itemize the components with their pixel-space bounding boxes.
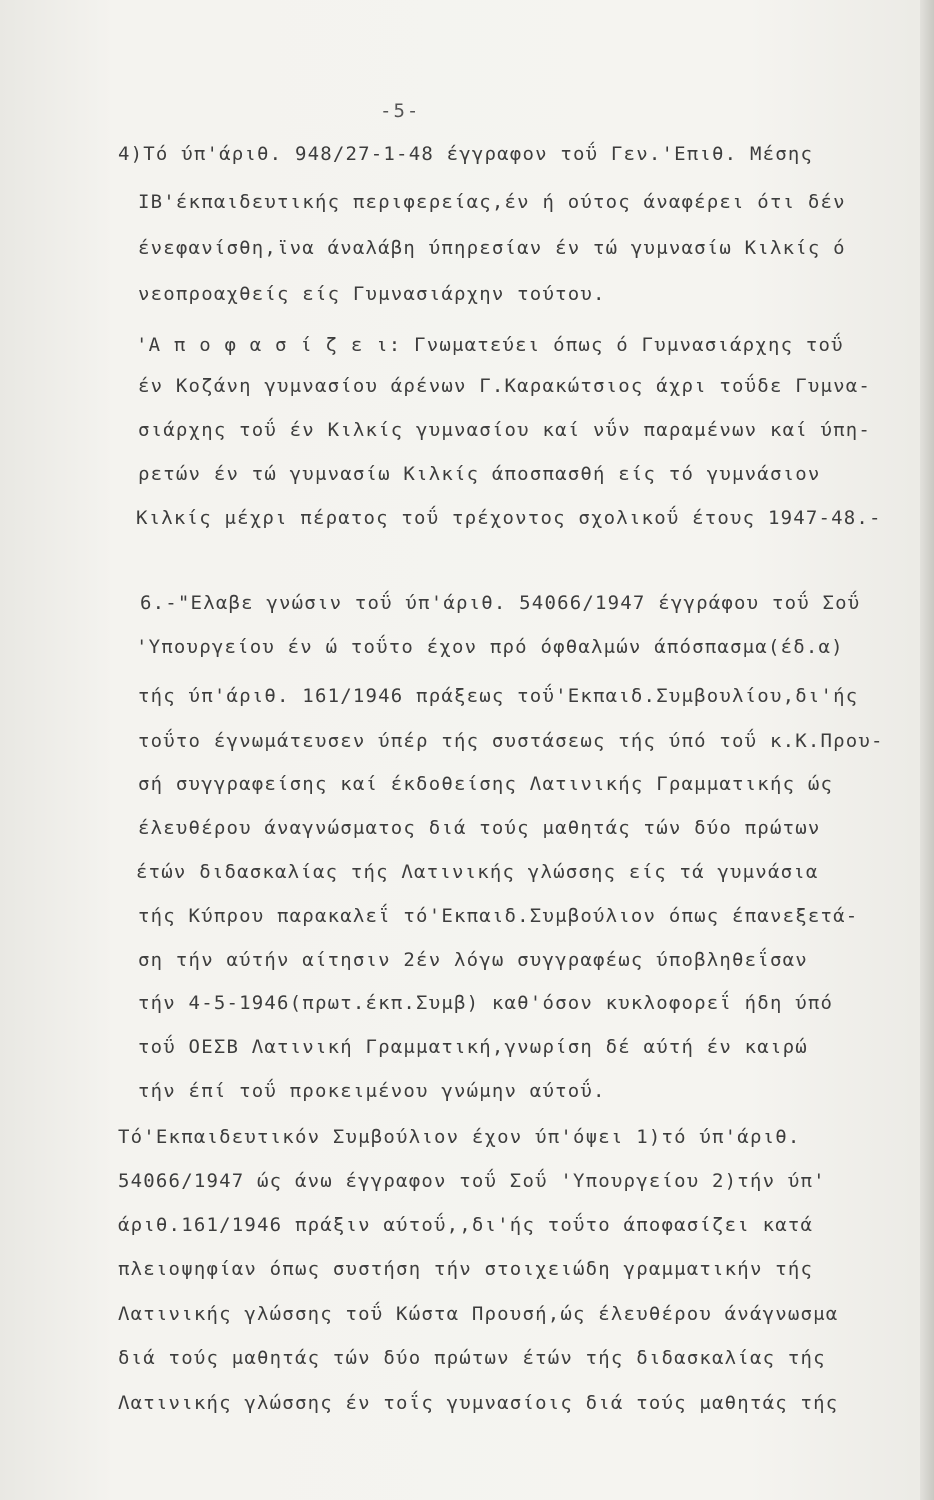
text-line: έτών διδασκαλίας τής Λατινικής γλώσσης είς τά γυμνάσια [136, 861, 819, 883]
text-line: σιάρχης τοΰ έν Κιλκίς γυμνασίου καί νΰν παραμένων καί ύπη- [138, 419, 872, 441]
text-line: διά τούς μαθητάς τών δύο πρώτων έτών τής διδασκαλίας τής [118, 1347, 826, 1369]
page-number: -5- [380, 100, 421, 122]
text-line: τοΰ ΟΕΣΒ Λατινική Γραμματική,γνωρίση δέ αύτή έν καιρώ [138, 1036, 808, 1058]
text-line: άριθ.161/1946 πράξιν αύτοΰ,,δι'ής τοΰτο άποφασίζει κατά [118, 1214, 814, 1236]
text-line: πλειοψηφίαν όπως συστήση τήν στοιχειώδη γραμματικήν τής [118, 1258, 814, 1280]
text-line: έν Κοζάνη γυμνασίου άρένων Γ.Καρακώτσιος άχρι τοΰδε Γυμνα- [138, 375, 872, 397]
text-line: Κιλκίς μέχρι πέρατος τοΰ τρέχοντος σχολικοΰ έτους 1947-48.- [136, 507, 882, 529]
text-line: τήν 4-5-1946(πρωτ.έκπ.Συμβ) καθ'όσον κυκλοφορεΐ ήδη ύπό [138, 992, 834, 1014]
text-line: Λατινικής γλώσσης τοΰ Κώστα Προυσή,ώς έλευθέρου άνάγνωσμα [118, 1303, 839, 1325]
text-line: 54066/1947 ώς άνω έγγραφον τοΰ Σοΰ 'Υπουργείου 2)τήν ύπ' [118, 1170, 826, 1192]
text-line: έλευθέρου άναγνώσματος διά τούς μαθητάς τών δύο πρώτων [138, 817, 821, 839]
text-line: ΙΒ'έκπαιδευτικής περιφερείας,έν ή ούτος άναφέρει ότι δέν [138, 191, 846, 213]
text-line: ση τήν αύτήν αίτησιν 2έν λόγω συγγραφέως ύποβληθεΐσαν [138, 949, 808, 971]
text-line: νεοπροαχθείς είς Γυμνασιάρχην τούτου. [138, 283, 606, 305]
text-line: τήν έπί τοΰ προκειμένου γνώμην αύτοΰ. [138, 1080, 606, 1102]
text-line: 'Α π ο φ α σ ί ζ ε ι: Γνωματεύει όπως ό Γυμνασιάρχης τοΰ [136, 334, 844, 356]
text-line: τοΰτο έγνωμάτευσεν ύπέρ τής συστάσεως τής ύπό τοΰ κ.Κ.Πρου- [138, 730, 884, 752]
text-line: 4)Τό ύπ'άριθ. 948/27-1-48 έγγραφον τοΰ Γεν.'Επιθ. Μέσης [118, 143, 814, 165]
text-line: Τό'Εκπαιδευτικόν Συμβούλιον έχον ύπ'όψει 1)τό ύπ'άριθ. [118, 1126, 801, 1148]
text-line: τής Κύπρου παρακαλεΐ τό'Εκπαιδ.Συμβούλιον όπως έπανεξετά- [138, 905, 859, 927]
text-line: Λατινικής γλώσσης έν τοΐς γυμνασίοις διά τούς μαθητάς τής [118, 1392, 839, 1414]
text-line: 6.-"Ελαβε γνώσιν τοΰ ύπ'άριθ. 54066/1947 έγγράφου τοΰ Σοΰ [140, 592, 861, 614]
text-line: σή συγγραφείσης καί έκδοθείσης Λατινικής Γραμματικής ώς [138, 773, 834, 795]
text-line: ρετών έν τώ γυμνασίω Κιλκίς άποσπασθή είς τό γυμνάσιον [138, 463, 821, 485]
text-line: τής ύπ'άριθ. 161/1946 πράξεως τοΰ'Εκπαιδ.Συμβουλίου,δι'ής [138, 685, 859, 707]
text-line: ένεφανίσθη,ϊνα άναλάβη ύπηρεσίαν έν τώ γυμνασίω Κιλκίς ό [138, 237, 846, 259]
page-edge-shadow [920, 0, 934, 1500]
text-line: 'Υπουργείου έν ώ τοΰτο έχον πρό όφθαλμών άπόσπασμα(έδ.α) [136, 636, 844, 658]
